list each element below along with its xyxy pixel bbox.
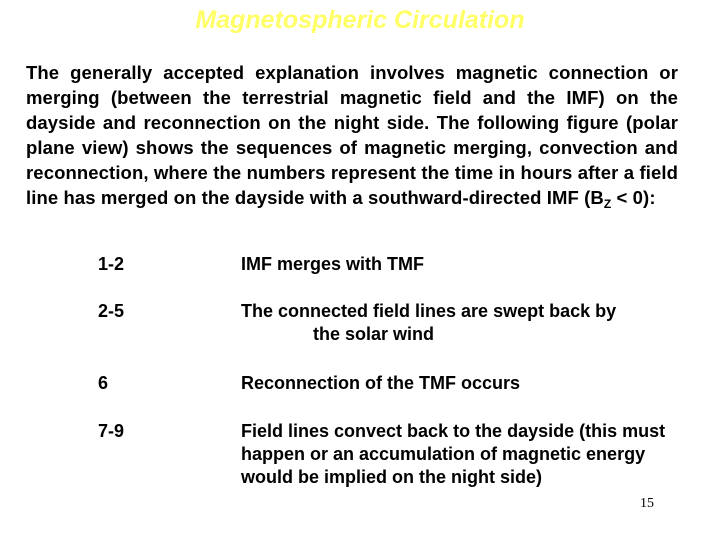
item-description: Field lines convect back to the dayside (this must happen or an accumulation of magnetic energy would be implied on the night side) bbox=[241, 421, 666, 487]
intro-paragraph bbox=[26, 60, 678, 210]
intro-text: The generally accepted explanation involves magnetic connection or merging (between the terrestrial magnetic field and the IMF) on the dayside and reconnection on the night side. The following figure (polar plane view) shows the sequences of magnetic merging, convection and reconnection, where the numbers represent the time in hours after a field line has merged on the dayside with a southward-directed IMF (B bbox=[26, 62, 678, 208]
hours-label: 2-5 bbox=[98, 301, 125, 321]
hours-label: 7-9 bbox=[98, 421, 125, 441]
item-description bbox=[241, 300, 681, 346]
item-description-line1: The connected field lines are swept back by bbox=[241, 301, 617, 321]
hours-label: 6 bbox=[98, 373, 109, 393]
page-number: 15 bbox=[640, 496, 654, 511]
page-title: Magnetospheric Circulation bbox=[195, 6, 525, 34]
hours-label: 1-2 bbox=[98, 254, 125, 274]
item-description-line2: the solar wind bbox=[313, 324, 435, 344]
intro-text-end: < 0): bbox=[611, 187, 656, 208]
item-description: Reconnection of the TMF occurs bbox=[241, 373, 521, 393]
item-description: IMF merges with TMF bbox=[241, 254, 425, 274]
intro-subscript: Z bbox=[603, 197, 612, 211]
